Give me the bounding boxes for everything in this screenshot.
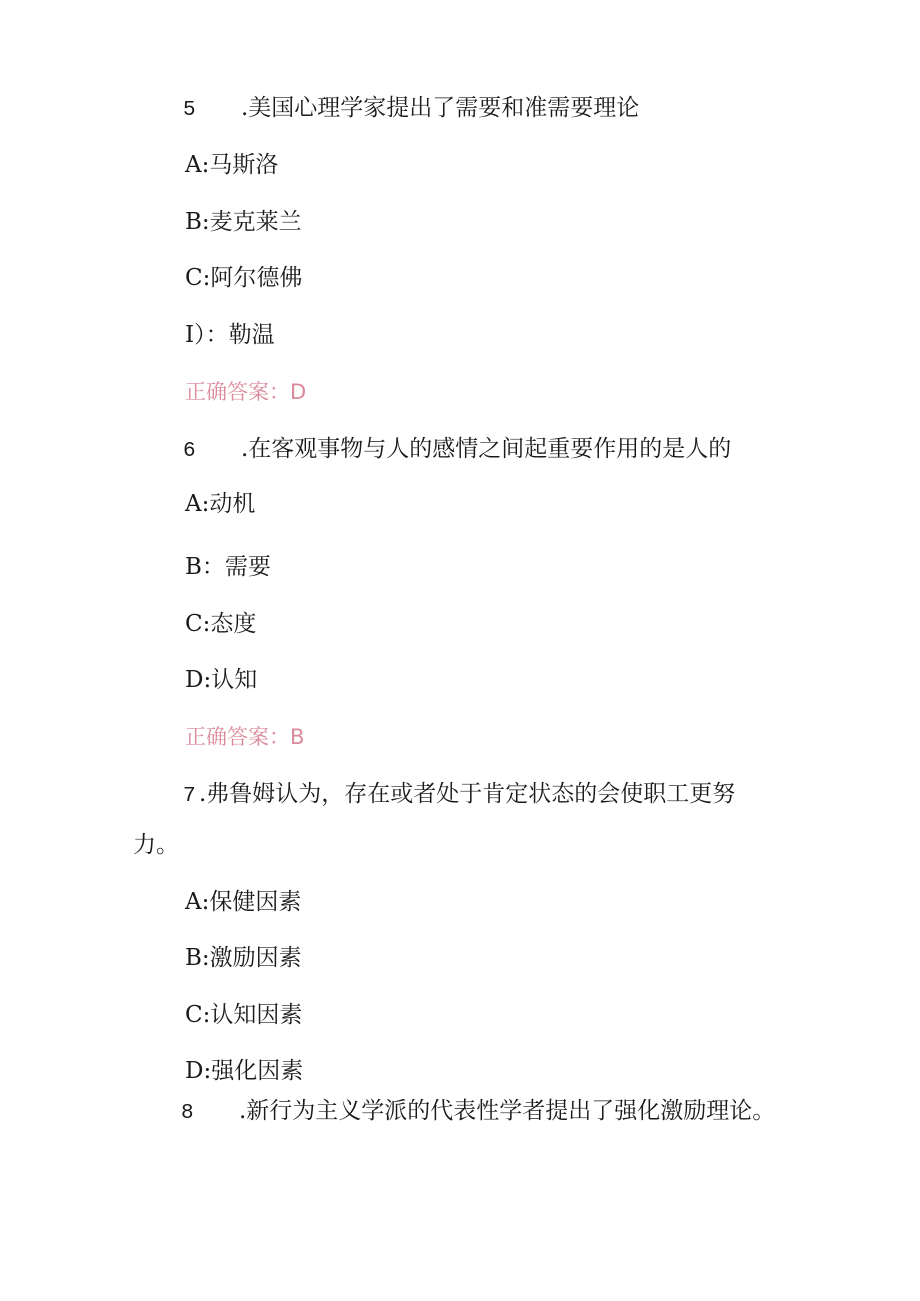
question-text: .在客观事物与人的感情之间起重要作用的是人的 bbox=[241, 436, 732, 462]
question-number: 8 bbox=[181, 1102, 194, 1125]
option-b: B:激励因素 bbox=[185, 945, 302, 971]
option-c: C:阿尔德佛 bbox=[185, 265, 303, 291]
option-c: C:认知因素 bbox=[185, 1002, 303, 1028]
option-a: A:保健因素 bbox=[185, 889, 302, 915]
question-8-stem bbox=[181, 1096, 775, 1129]
question-text: .新行为主义学派的代表性学者提出了强化激励理论。 bbox=[239, 1098, 776, 1124]
option-d: D:强化因素 bbox=[185, 1058, 304, 1084]
question-text: .美国心理学家提出了需要和准需要理论 bbox=[241, 95, 640, 121]
option-a: A:动机 bbox=[185, 491, 256, 517]
option-d: D:认知 bbox=[185, 667, 258, 693]
question-number: 6 bbox=[183, 440, 196, 463]
option-a: A:马斯洛 bbox=[185, 152, 279, 178]
question-7-stem bbox=[183, 779, 735, 812]
option-b: B：需要 bbox=[185, 554, 271, 580]
correct-answer: 正确答案：D bbox=[185, 380, 307, 404]
option-c: C:态度 bbox=[185, 611, 257, 637]
question-7-stem-continued: 力。 bbox=[133, 832, 179, 858]
correct-answer: 正确答案：B bbox=[185, 725, 305, 749]
question-number: 7 bbox=[183, 785, 196, 808]
question-6-stem bbox=[183, 434, 731, 467]
question-number: 5 bbox=[183, 99, 196, 122]
question-5-stem bbox=[183, 93, 639, 126]
question-text: .弗鲁姆认为，存在或者处于肯定状态的会使职工更努 bbox=[199, 781, 736, 807]
option-b: B:麦克莱兰 bbox=[185, 209, 302, 235]
option-d: I）：勒温 bbox=[185, 322, 275, 348]
